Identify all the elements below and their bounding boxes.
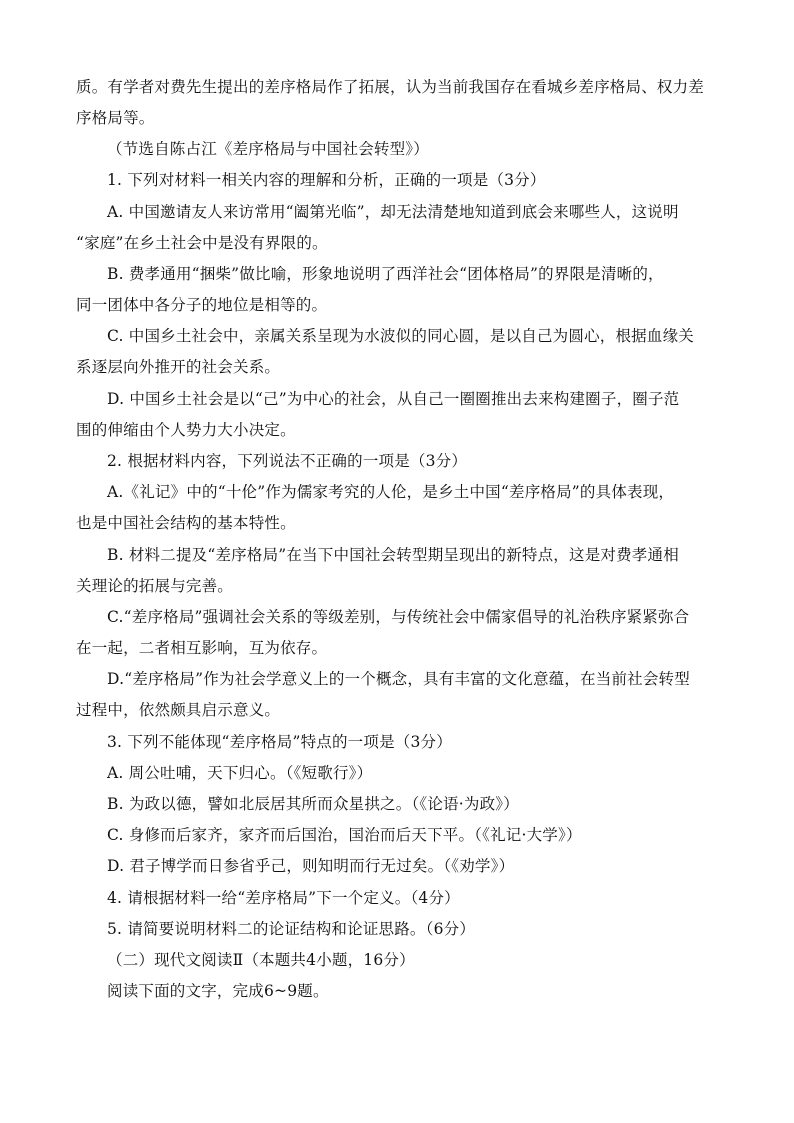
q2-option-b: B. 材料二提及“差序格局”在当下中国社会转型期呈现出的新特点，这是对费孝通相 — [107, 546, 679, 564]
q2-option-d-cont: 过程中，依然颇具启示意义。 — [76, 701, 281, 719]
question-3: 3. 下列不能体现“差序格局”特点的一项是（3分） — [107, 733, 452, 751]
q1-option-c-cont: 系逐层向外推开的社会关系。 — [76, 358, 281, 376]
q2-option-c: C.“差序格局”强调社会关系的等级差别，与传统社会中儒家倡导的礼治秩序紧紧弥合 — [107, 608, 690, 626]
q3-option-c: C. 身修而后家齐，家齐而后国治，国治而后天下平。（《礼记·大学》） — [107, 826, 582, 844]
question-2: 2. 根据材料内容，下列说法不正确的一项是（3分） — [107, 452, 468, 470]
q2-option-a: A.《礼记》中的“十伦”作为儒家考究的人伦，是乡土中国“差序格局”的具体表现， — [107, 483, 675, 501]
reading-instruction: 阅读下面的文字，完成6~9题。 — [107, 982, 329, 1000]
question-5: 5. 请简要说明材料二的论证结构和论证思路。（6分） — [107, 920, 476, 938]
q1-option-d: D. 中国乡土社会是以“己”为中心的社会，从自己一圈圈推出去来构建圈子，圈子范 — [107, 390, 680, 408]
q2-option-a-cont: 也是中国社会结构的基本特性。 — [76, 514, 296, 532]
question-1: 1. 下列对材料一相关内容的理解和分析，正确的一项是（3分） — [107, 171, 546, 189]
source-citation: （节选自陈占江《差序格局与中国社会转型》） — [107, 140, 429, 158]
q2-option-c-cont: 在一起，二者相互影响，互为依存。 — [76, 639, 328, 657]
question-4: 4. 请根据材料一给“差序格局”下一个定义。（4分） — [107, 889, 460, 907]
q2-option-d: D.“差序格局”作为社会学意义上的一个概念，具有丰富的文化意蕴，在当前社会转型 — [107, 670, 690, 688]
q3-option-d: D. 君子博学而日参省乎己，则知明而行无过矣。（《劝学》） — [107, 857, 515, 875]
q1-option-a: A. 中国邀请友人来访常用“阖第光临”，却无法清楚地知道到底会来哪些人，这说明 — [107, 203, 679, 221]
q2-option-b-cont: 关理论的拓展与完善。 — [76, 577, 234, 595]
q1-option-c: C. 中国乡土社会中，亲属关系呈现为水波似的同心圆，是以自己为圆心，根据血缘关 — [107, 327, 694, 345]
q3-option-a: A. 周公吐哺，天下归心。（《短歌行》） — [107, 764, 373, 782]
q1-option-b: B. 费孝通用“捆柴”做比喻，形象地说明了西洋社会“团体格局”的界限是清晰的， — [107, 265, 664, 283]
q3-option-b: B. 为政以德，譬如北辰居其所而众星拱之。（《论语·为政》） — [107, 795, 519, 813]
q1-option-a-cont: “家庭”在乡土社会中是没有界限的。 — [76, 234, 328, 252]
q1-option-d-cont: 围的伸缩由个人势力大小决定。 — [76, 421, 296, 439]
section-heading: （二）现代文阅读Ⅱ（本题共4小题，16分） — [107, 951, 415, 969]
text-line: 质。有学者对费先生提出的差序格局作了拓展，认为当前我国存在看城乡差序格局、权力差 — [76, 78, 705, 96]
text-line: 序格局等。 — [76, 109, 155, 127]
q1-option-b-cont: 同一团体中各分子的地位是相等的。 — [76, 296, 328, 314]
